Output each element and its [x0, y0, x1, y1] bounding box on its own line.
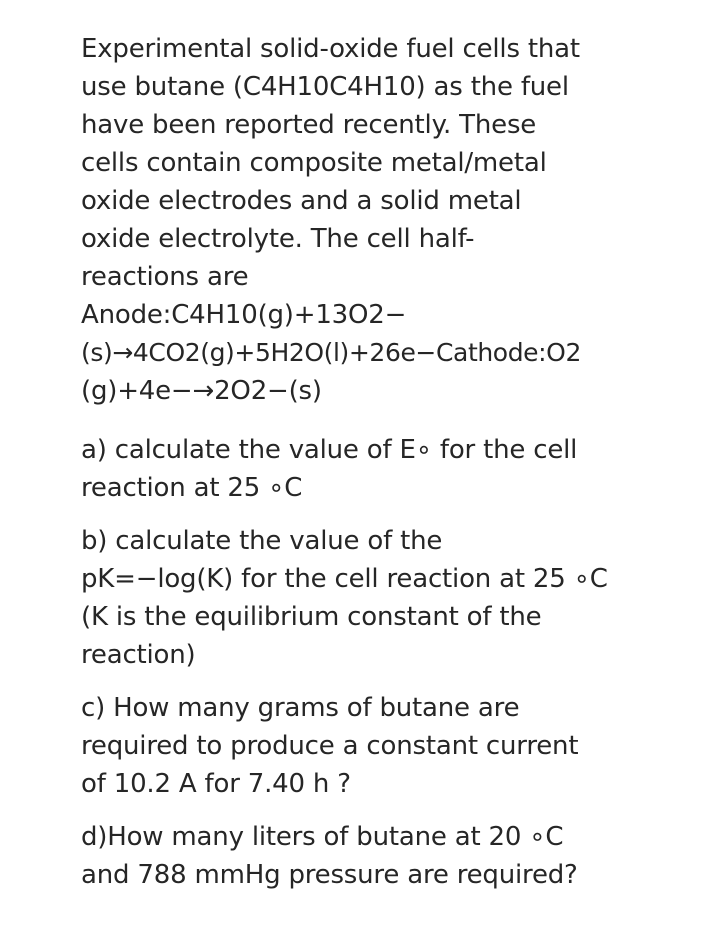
- intro-line: use butane (C4H10C4H10) as the fuel: [81, 72, 569, 102]
- intro-line: oxide electrolyte. The cell half-: [81, 224, 475, 254]
- anode-reaction-line: Anode:C4H10(g)+13O2−: [81, 300, 407, 330]
- question-line: pK=−log(K) for the cell reaction at 25 ∘C: [81, 564, 608, 594]
- question-line: required to produce a constant current: [81, 731, 579, 761]
- intro-line: oxide electrodes and a solid metal: [81, 186, 522, 216]
- reaction-equation-line: (s)→4CO2(g)+5H2O(l)+26e−Cathode:O2: [81, 338, 581, 367]
- question-line: a) calculate the value of E∘ for the cell: [81, 435, 578, 465]
- problem-text: [81, 30, 641, 894]
- question-line: of 10.2 A for 7.40 h ?: [81, 769, 351, 799]
- intro-line: reactions are: [81, 262, 249, 292]
- question-line: (K is the equilibrium constant of the: [81, 602, 542, 632]
- question-line: reaction): [81, 640, 196, 670]
- question-c: [81, 689, 641, 803]
- question-line: reaction at 25 ∘C: [81, 473, 303, 503]
- question-b: [81, 522, 641, 674]
- cathode-reaction-line: (g)+4e−→2O2−(s): [81, 376, 322, 406]
- question-line: b) calculate the value of the: [81, 526, 443, 556]
- intro-line: have been reported recently. These: [81, 110, 537, 140]
- intro-line: Experimental solid-oxide fuel cells that: [81, 34, 580, 64]
- question-d: [81, 818, 641, 894]
- question-a: [81, 431, 641, 507]
- problem-intro: [81, 30, 641, 410]
- question-line: and 788 mmHg pressure are required?: [81, 860, 578, 890]
- intro-line: cells contain composite metal/metal: [81, 148, 547, 178]
- question-line: c) How many grams of butane are: [81, 693, 520, 723]
- question-line: d)How many liters of butane at 20 ∘C: [81, 822, 564, 852]
